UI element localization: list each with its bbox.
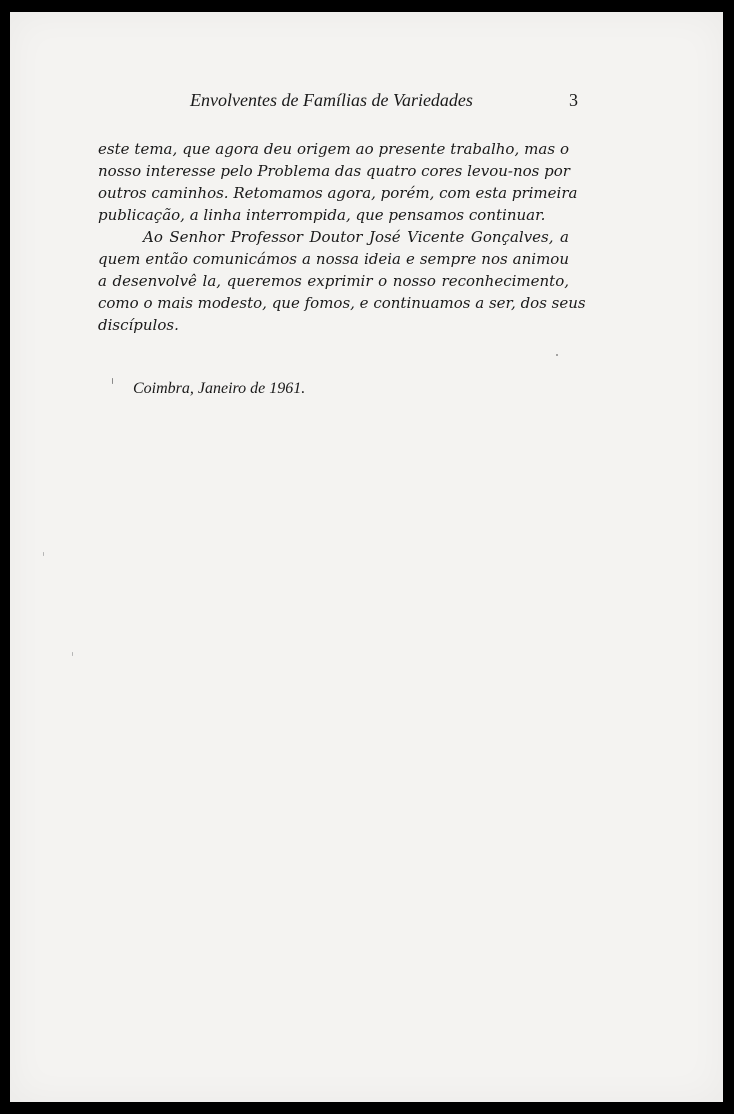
text-line: publicação, a linha interrompida, que pensamos continuar. (98, 206, 546, 224)
paragraph-1 (98, 138, 578, 226)
text-line: a desenvolvê la, queremos exprimir o nosso reconhecimento, (98, 272, 569, 290)
document-page (10, 12, 723, 1102)
text-line: quem então comunicámos a nossa ideia e sempre nos animou (98, 250, 569, 268)
text-line: discípulos. (98, 316, 179, 334)
text-line: nosso interesse pelo Problema das quatro cores levou-nos por (98, 162, 570, 180)
running-head (190, 88, 590, 112)
text-line: este tema, que agora deu origem ao presente trabalho, mas o (98, 140, 569, 158)
text-line: como o mais modesto, que fomos, e continuamos a ser, dos seus (98, 294, 586, 312)
text-line: outros caminhos. Retomamos agora, porém, com esta primeira (98, 184, 578, 202)
running-title: Envolventes de Famílias de Variedades (190, 90, 473, 110)
scan-speck (72, 652, 73, 656)
scan-speck (112, 378, 113, 384)
place-date: Coimbra, Janeiro de 1961. (133, 380, 306, 397)
paragraph-2 (98, 226, 586, 336)
body-text (98, 138, 586, 336)
text-line: Ao Senhor Professor Doutor José Vicente Gonçalves, a (143, 228, 569, 246)
scan-speck (43, 552, 44, 556)
scan-speck (556, 354, 558, 356)
page-number: 3 (569, 90, 578, 110)
